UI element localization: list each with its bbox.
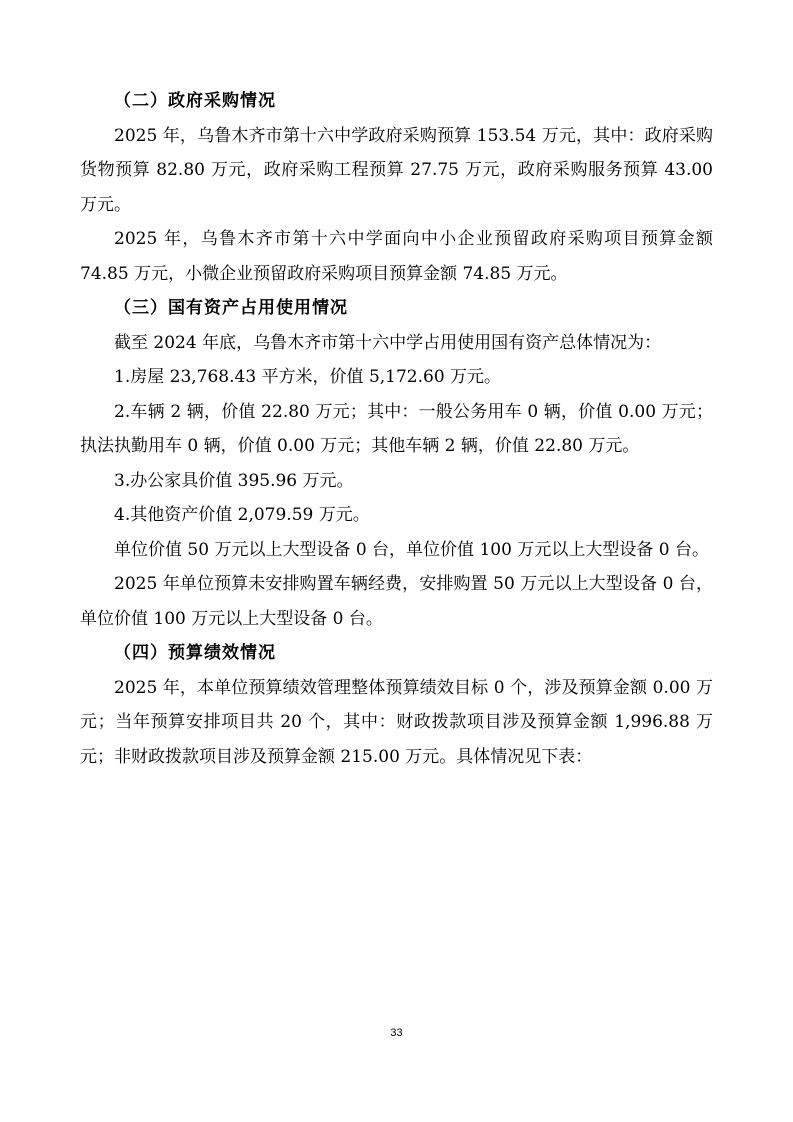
paragraph: 1.房屋 23,768.43 平方米，价值 5,172.60 万元。 [114, 367, 502, 387]
paragraph: 单位价值 50 万元以上大型设备 0 台，单位价值 100 万元以上大型设备 0 台。 [114, 539, 709, 560]
paragraph: 2025 年，乌鲁木齐市第十六中学面向中小企业预留政府采购项目预算金额 74.85 万元，小微企业预留政府采购项目预算金额 74.85 万元。 [80, 229, 713, 284]
paragraph: 4.其他资产价值 2,079.59 万元。 [114, 505, 370, 525]
paragraph: 2025 年单位预算未安排购置车辆经费，安排购置 50 万元以上大型设备 0 台，单位价值 100 万元以上大型设备 0 台。 [80, 574, 713, 629]
paragraph: 3.办公家具价值 395.96 万元。 [114, 470, 354, 491]
paragraph: 截至 2024 年底，乌鲁木齐市第十六中学占用使用国有资产总体情况为： [114, 332, 662, 353]
section-heading: （四）预算绩效情况 [114, 643, 276, 663]
section-government-procurement [80, 84, 713, 291]
section-budget-performance [80, 636, 713, 774]
document-body [80, 84, 713, 774]
paragraph: 2.车辆 2 辆，价值 22.80 万元；其中：一般公务用车 0 辆，价值 0.00 万元；执法执勤用车 0 辆，价值 0.00 万元；其他车辆 2 辆，价值 22.80 万元。 [80, 401, 713, 456]
page-number: 33 [390, 1027, 403, 1039]
section-state-assets [80, 291, 713, 636]
paragraph: 2025 年，本单位预算绩效管理整体预算绩效目标 0 个，涉及预算金额 0.00 万元；当年预算安排项目共 20 个，其中：财政拨款项目涉及预算金额 1,996.88 万元；非财政拨款项目涉及预算金额 215.00 万元。具体情况见下表： [80, 677, 713, 767]
section-heading: （三）国有资产占用使用情况 [114, 298, 348, 318]
section-heading: （二）政府采购情况 [114, 91, 276, 111]
paragraph: 2025 年，乌鲁木齐市第十六中学政府采购预算 153.54 万元，其中：政府采购货物预算 82.80 万元，政府采购工程预算 27.75 万元，政府采购服务预算 43.00 万元。 [80, 125, 713, 215]
